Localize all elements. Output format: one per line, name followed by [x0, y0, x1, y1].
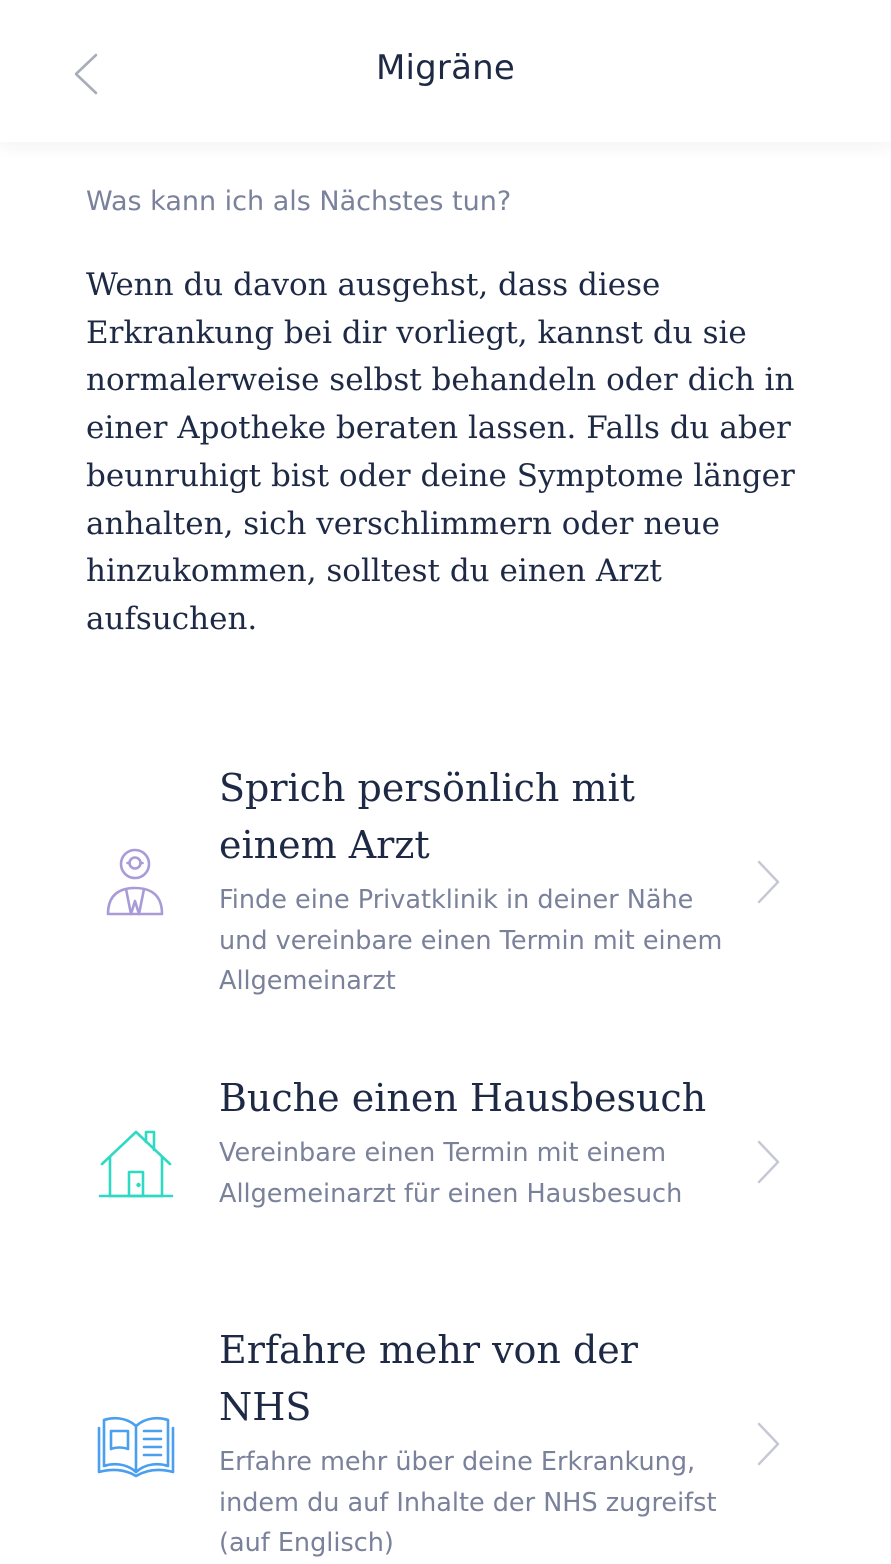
app-header: [0, 0, 891, 142]
option-description: Vereinbare einen Termin mit einem Allgemeinarzt für einen Hausbesuch: [219, 1138, 683, 1209]
option-title: Erfahre mehr von der NHS: [219, 1328, 638, 1429]
option-title: Sprich persönlich mit einem Arzt: [219, 766, 635, 867]
chevron-right-icon: [748, 1138, 788, 1186]
option-description: Finde eine Privatklinik in deiner Nähe und vereinbare einen Termin mit einem Allgemeinarzt: [219, 885, 723, 996]
book-icon: [96, 1404, 176, 1484]
house-icon: [96, 1126, 176, 1206]
option-house-visit[interactable]: [0, 1070, 891, 1270]
option-learn-nhs[interactable]: [0, 1322, 891, 1560]
option-learn-nhs-text: [219, 1322, 729, 1564]
chevron-right-icon: [748, 1420, 788, 1468]
option-see-doctor-text: [219, 760, 729, 1002]
option-description: Erfahre mehr über deine Erkrankung, indem du auf Inhalte der NHS zugreifst (auf Englisch): [219, 1447, 717, 1558]
page-title: Migräne: [375, 48, 516, 88]
option-title: Buche einen Hausbesuch: [219, 1076, 707, 1120]
advice-text: Wenn du davon ausgehst, dass diese Erkrankung bei dir vorliegt, kannst du sie normalerweise selbst behandeln oder dich in einer Apotheke beraten lassen. Falls du aber beunruhigt bist oder deine Symptome länger anhalten, sich verschlimmern oder neue hinzukommen, solltest du einen Arzt aufsuchen.: [86, 267, 795, 637]
doctor-icon: [96, 846, 176, 926]
chevron-right-icon: [748, 858, 788, 906]
option-see-doctor[interactable]: [0, 760, 891, 1020]
option-house-visit-text: [219, 1070, 729, 1214]
section-heading: Was kann ich als Nächstes tun?: [86, 186, 512, 217]
